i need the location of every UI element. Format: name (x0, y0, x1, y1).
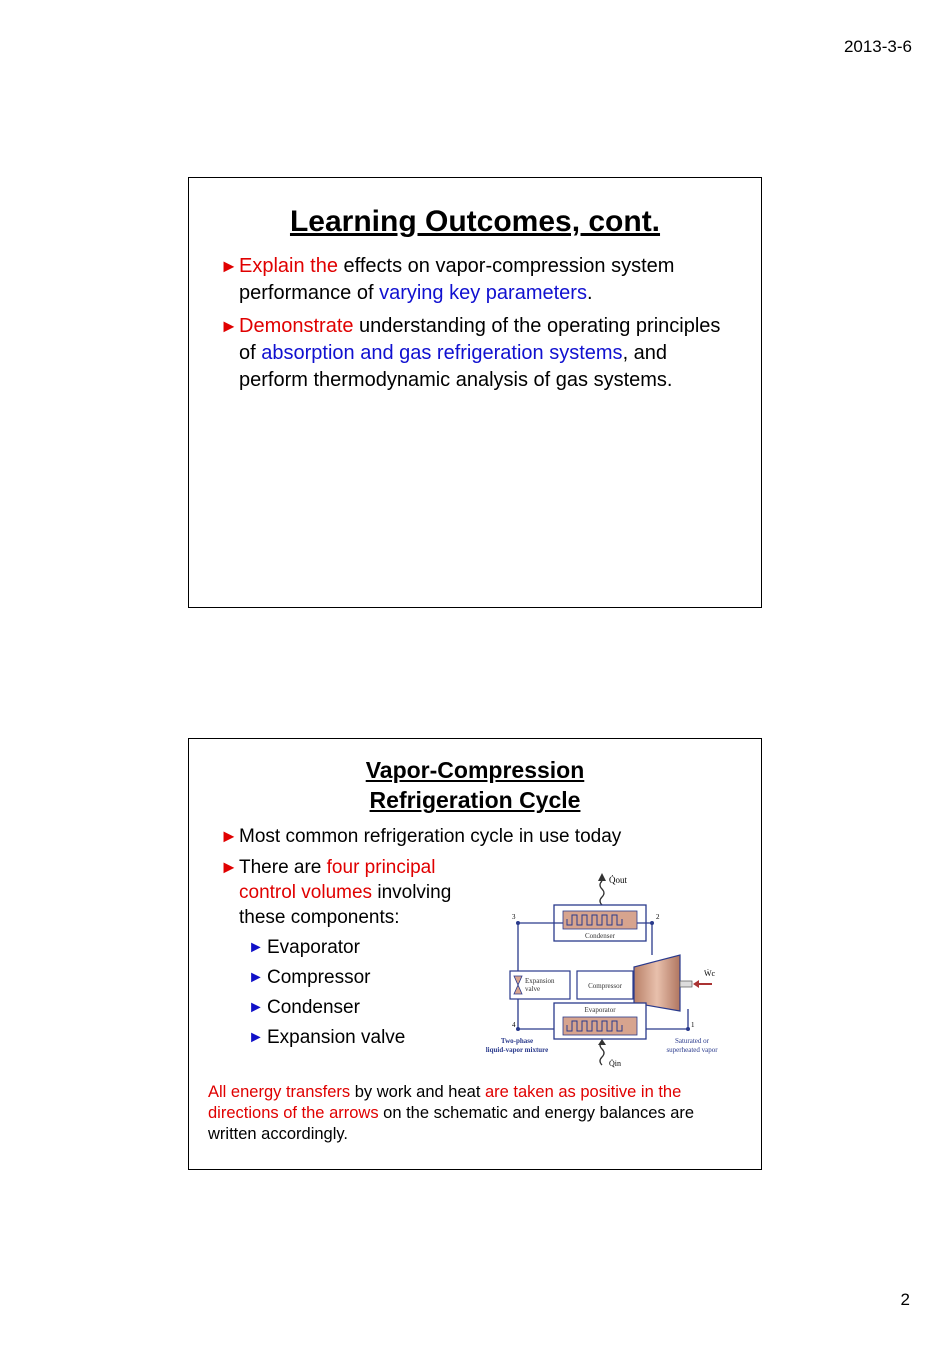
bullet-text-red: Explain the (239, 255, 338, 277)
slide-title-line2: Refrigeration Cycle (369, 787, 581, 813)
page-date: 2013-3-6 (843, 37, 912, 56)
note-text-red: are taken as positive in the directions of the arrows (208, 1083, 682, 1122)
evaporator-coil-bg (563, 1017, 637, 1035)
expansion-label-line1: Expansion (525, 977, 555, 985)
expansion-label-line2: valve (525, 985, 541, 993)
bullet-text: , and perform thermodynamic analysis of gas systems. (239, 342, 673, 391)
component-label: Expansion valve (267, 1027, 406, 1048)
bullet-text: There are (239, 857, 327, 878)
compressor-label: Compressor (588, 982, 622, 990)
note-text: on the schematic and energy balances are written accordingly. (208, 1104, 695, 1143)
q-in-label: Q̇in (609, 1059, 621, 1068)
note-text: by work and heat (350, 1083, 485, 1101)
w-c-label: Ẇc (704, 969, 716, 978)
state-1-label: 1 (691, 1021, 695, 1029)
q-out-label: Q̇out (609, 875, 627, 885)
component-label: Condenser (267, 997, 360, 1018)
bullet-item (189, 313, 761, 394)
state-3-label: 3 (512, 913, 516, 921)
state-2-label: 2 (656, 913, 660, 921)
condenser-coil-bg (563, 911, 637, 929)
bullet-text-red: four principal control volumes (239, 857, 436, 903)
bullet-text: . (586, 282, 593, 304)
saturated-label-line2: superheated vapor (666, 1046, 718, 1054)
slide-title (189, 755, 761, 815)
triangle-bullet-icon: ► (220, 256, 238, 276)
bullet-text-blue: varying key parameters (379, 282, 587, 304)
bullet-item (189, 253, 761, 307)
triangle-bullet-icon: ► (248, 999, 264, 1016)
bullet-item (189, 824, 761, 849)
refrigeration-cycle-diagram (472, 859, 734, 1071)
slide-title: Learning Outcomes, cont. (289, 205, 661, 238)
note-text-red: All energy transfers (208, 1083, 351, 1101)
triangle-bullet-icon: ► (248, 1029, 264, 1046)
energy-transfer-note (208, 1082, 743, 1145)
component-label: Compressor (267, 967, 371, 988)
page-number: 2 (900, 1290, 910, 1309)
condenser-label: Condenser (585, 932, 615, 940)
bullet-text: understanding of the operating principles of (239, 315, 721, 364)
bullet-text-blue: absorption and gas refrigeration systems (261, 342, 623, 364)
evaporator-label: Evaporator (584, 1006, 616, 1014)
bullet-text-block (239, 855, 491, 930)
compressor-shaft (680, 981, 692, 987)
slide-vapor-compression (188, 738, 762, 1170)
slide-title-line1: Vapor-Compression (365, 757, 585, 783)
slide-learning-outcomes (188, 177, 762, 608)
heat-in-arrowhead (598, 1039, 606, 1045)
triangle-bullet-icon: ► (220, 857, 238, 877)
triangle-bullet-icon: ► (248, 939, 264, 956)
heat-out-arrowhead (598, 873, 606, 881)
state-4-label: 4 (512, 1021, 516, 1029)
two-phase-label-line2: liquid-vapor mixture (485, 1046, 549, 1054)
triangle-bullet-icon: ► (220, 826, 238, 846)
bullet-text: effects on vapor-compression system performance of (239, 255, 675, 304)
two-phase-label-line1: Two-phase (500, 1037, 534, 1045)
triangle-bullet-icon: ► (220, 316, 238, 336)
bullet-text: Most common refrigeration cycle in use today (239, 826, 622, 847)
bullet-list (189, 253, 761, 394)
bullet-text: involving these components: (239, 882, 452, 928)
work-in-arrowhead (693, 980, 699, 988)
heat-out-wavy-arrow (600, 881, 604, 905)
component-label: Evaporator (267, 937, 360, 958)
bullet-text-red: Demonstrate (239, 315, 354, 337)
saturated-label-line1: Saturated or (674, 1037, 710, 1045)
triangle-bullet-icon: ► (248, 969, 264, 986)
